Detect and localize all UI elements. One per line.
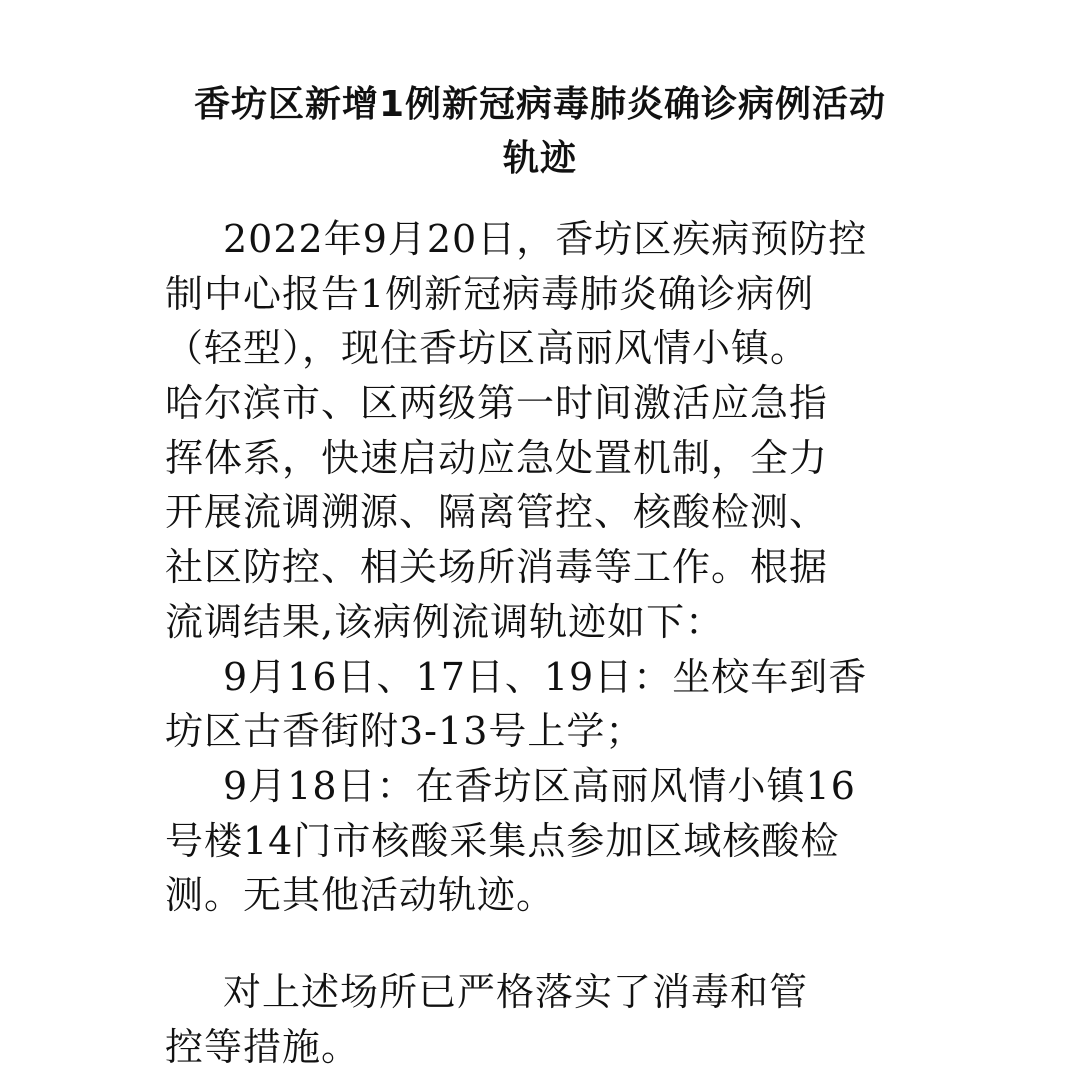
text-line: 测。无其他活动轨迹。 xyxy=(165,873,556,918)
text-line: 9月18日：在香坊区高丽风情小镇16 xyxy=(223,763,856,808)
text-line: （轻型），现住香坊区高丽风情小镇。 xyxy=(165,326,810,371)
text-line: 坊区古香街附3-13号上学； xyxy=(165,709,645,754)
paragraph-announcement xyxy=(165,212,915,650)
document-title xyxy=(150,78,930,186)
text-line: 哈尔滨市、区两级第一时间激活应急指 xyxy=(165,381,829,426)
text-line: 制中心报告1例新冠病毒肺炎确诊病例 xyxy=(165,271,815,316)
text-line: 社区防控、相关场所消毒等工作。根据 xyxy=(165,545,829,590)
track-entry-school xyxy=(165,650,915,759)
text-line: 对上述场所已严格落实了消毒和管 xyxy=(223,969,809,1014)
paragraph-measures xyxy=(165,965,915,1074)
text-line: 号楼14门市核酸采集点参加区域核酸检 xyxy=(165,818,840,863)
title-line-2: 轨迹 xyxy=(502,138,577,179)
track-entry-testing xyxy=(165,759,915,923)
text-line: 控等措施。 xyxy=(165,1024,361,1069)
text-line: 流调结果,该病例流调轨迹如下： xyxy=(165,599,725,644)
text-line: 2022年9月20日，香坊区疾病预防控 xyxy=(223,217,868,261)
paragraph-spacer xyxy=(165,923,915,965)
text-line: 开展流调溯源、隔离管控、核酸检测、 xyxy=(165,490,829,535)
text-line: 9月16日、17日、19日：坐校车到香 xyxy=(223,654,868,699)
text-line: 挥体系，快速启动应急处置机制，全力 xyxy=(165,435,829,480)
document-body xyxy=(165,212,915,1074)
title-line-1: 香坊区新增1例新冠病毒肺炎确诊病例活动 xyxy=(193,84,887,125)
